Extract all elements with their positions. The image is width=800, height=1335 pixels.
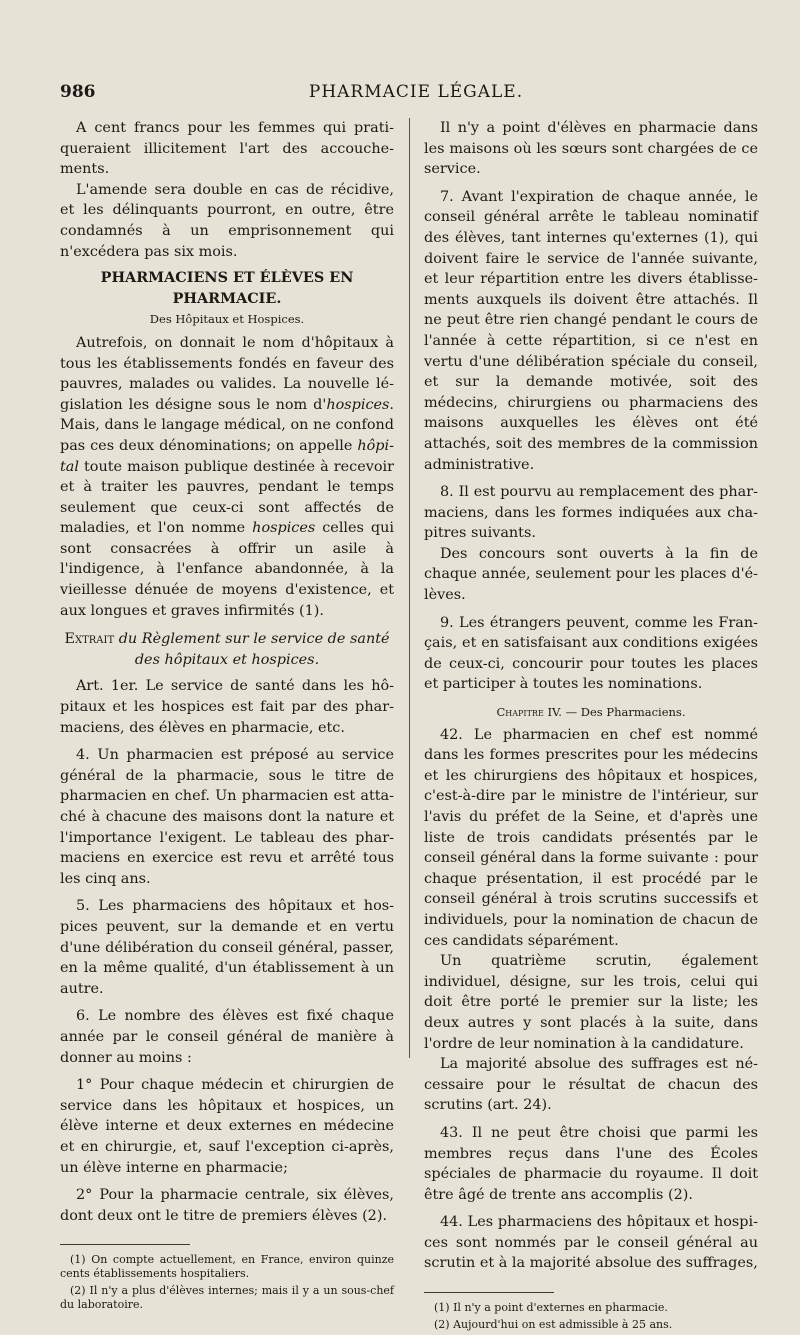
footnote-rule: [424, 1292, 554, 1293]
chapter-title: — Des Pharmaciens.: [561, 705, 686, 720]
article-6-item-1: 1° Pour chaque médecin et chirurgien de service dans les hôpitaux et hospices, un élève interne et deux externes en médecine et en chirurgie, et, sauf l'exception ci-après, un élève interne en pharmacie;: [60, 1077, 394, 1176]
emphasis: hospices: [252, 520, 316, 537]
text-run: Autrefois, on donnait le nom d'hôpitaux à tous les établissements fondés en faveur des pauvres, malades ou valides. La nouvelle législation les désigne sous le nom d': [60, 334, 394, 413]
article-1: [60, 676, 394, 738]
chapter-heading: [424, 702, 758, 723]
text-run: . Mais, dans le langage médical, on ne confond pas ces deux dénominations; on appelle: [60, 396, 394, 454]
article-43: 43. Il ne peut être choisi que parmi les membres reçus dans l'une des Écoles spéciales de pharmacie du royaume. Il doit être âgé de trente ans accomplis (2).: [424, 1124, 758, 1203]
extract-title: [60, 629, 394, 670]
emphasis: hôpital: [60, 437, 394, 475]
article-9: 9. Les étrangers peuvent, comme les Français, et en satisfaisant aux conditions exigées de ceux-ci, concourir pour toutes les places et participer à toutes les nominations.: [424, 614, 758, 693]
text-run: toute maison publique destinée à recevoir et à traiter les pauvres, pendant le temps seulement que ceux-ci sont affectés de maladies, et l'on nomme: [60, 458, 394, 537]
section-subheading: Des Hôpitaux et Hospices.: [149, 312, 305, 327]
paragraph: Il n'y a point d'élèves en pharmacie dans les maisons où les sœurs sont chargées de ce service.: [424, 120, 758, 178]
footnote: (2) Il n'y a plus d'élèves internes; mais il y a un sous-chef du laboratoire.: [60, 1284, 394, 1312]
chapter-label: Chapitre IV.: [496, 705, 562, 720]
extract-rest: du Règlement sur le service de santé des hôpitaux et hospices.: [114, 631, 390, 668]
extract-label: Extrait: [64, 631, 115, 648]
article-4: 4. Un pharmacien est préposé au service général de la pharmacie, sous le titre de pharmacien en chef. Un pharmacien est attaché à chacune des maisons dont la nature et l'importance l'exigent. Le tableau des pharmaciens en exercice est revu et arrêté tous les cinq ans.: [60, 747, 394, 887]
page-header: [60, 82, 772, 112]
text-run: celles qui sont consacrées à offrir un asile à l'indigence, à l'enfance abandonnée, à la vieillesse dénuée de moyens d'existence, et aux longues et graves infirmités (1).: [60, 520, 394, 619]
paragraph: A cent francs pour les femmes qui pratiqueraient illicitement l'art des accouchements.: [60, 120, 394, 178]
article-6-item-2: 2° Pour la pharmacie centrale, six élèves, dont deux ont le titre de premiers élèves (2).: [60, 1187, 394, 1224]
article-text: Le service de santé dans les hôpitaux et les hospices est fait par des pharmaciens, des élèves en pharmacie, etc.: [60, 678, 395, 736]
emphasis: hospices: [326, 396, 390, 413]
paragraph: Des concours sont ouverts à la fin de chaque année, seulement pour les places d'élèves.: [424, 545, 758, 604]
running-title: PHARMACIE LÉGALE.: [308, 82, 524, 102]
section-heading: PHARMACIENS ET ÉLÈVES EN PHARMACIE.: [100, 269, 354, 307]
article-5: 5. Les pharmaciens des hôpitaux et hospices peuvent, sur la demande et en vertu d'une délibération du conseil général, passer, en la même qualité, d'un établissement à un autre.: [60, 898, 394, 997]
article-label: Art. 1er.: [76, 678, 139, 695]
paragraph-definitions: [60, 333, 394, 621]
paragraph: L'amende sera double en cas de récidive, et les délinquants pourront, en outre, être condamnés à un emprisonnement qui n'excédera pas six mois.: [60, 181, 394, 260]
footnote: (1) On compte actuellement, en France, environ quinze cents établissements hospitaliers.: [60, 1253, 394, 1281]
footnote: (2) Aujourd'hui on est admissible à 25 ans.: [434, 1318, 673, 1332]
page-number: 986: [60, 82, 96, 102]
article-42: 42. Le pharmacien en chef est nommé dans les formes prescrites pour les médecins et les chirurgiens des hôpitaux et hospices, c'est-à-dire par le ministre de l'intérieur, sur l'avis du préfet de la Seine, et d'après une liste de trois candidats présentés par le conseil général dans la forme suivante : pour chaque présentation, il est procédé par le conseil général à trois scrutins successifs et individuels, pour la nomination de chacun de ces candidats séparément.: [424, 726, 758, 949]
article-8: 8. Il est pourvu au remplacement des pharmaciens, dans les formes indiquées aux chapitres suivants.: [424, 484, 758, 542]
footnote: (1) Il n'y a point d'externes en pharmacie.: [434, 1301, 668, 1315]
article-7: 7. Avant l'expiration de chaque année, le conseil général arrête le tableau nominatif des élèves, tant internes qu'externes (1), qui doivent faire le service de l'année suivante, et leur répartition entre les divers établissements auxquels ils doivent être attachés. Il ne peut être rien changé pendant le cours de l'année à cette répartition, si ce n'est en vertu d'une délibération spéciale du conseil, et sur la demande motivée, soit des médecins, chirurgiens ou pharmaciens des maisons auxquelles les élèves ont été attachés, soit des membres de la commission administrative.: [424, 188, 758, 473]
column-divider: [409, 118, 410, 1058]
left-column: [60, 118, 394, 1315]
paragraph: Un quatrième scrutin, également individuel, désigne, sur les trois, celui qui doit être porté le premier sur la liste; les deux autres y sont placés à la suite, dans l'ordre de leur nomination à la candidature.: [424, 953, 758, 1052]
right-column: [424, 118, 758, 1335]
article-44: 44. Les pharmaciens des hôpitaux et hospices sont nommés par le conseil général au scrutin et à la majorité absolue des suffrages,: [424, 1214, 758, 1272]
paragraph: La majorité absolue des suffrages est nécessaire pour le résultat de chacun des scrutins (art. 24).: [424, 1056, 758, 1114]
footnote-rule: [60, 1244, 190, 1245]
article-6: 6. Le nombre des élèves est fixé chaque année par le conseil général de manière à donner au moins :: [60, 1008, 394, 1066]
